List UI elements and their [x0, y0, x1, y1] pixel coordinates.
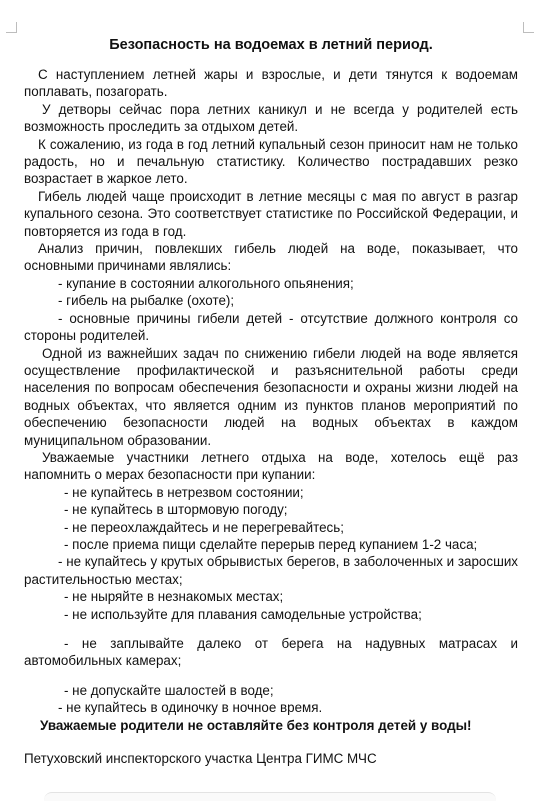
- paragraph-statistics: К сожалению, из года в год летний купальный сезон приносит нам не только радость, но и печальную статистику. Количество пострадавших резко возрастает в жаркое лето.: [24, 136, 518, 187]
- cause-item: - гибель на рыбалке (охоте);: [58, 293, 235, 309]
- rule-item: - не переохлаждайтесь и не перегревайтесь;: [64, 519, 344, 535]
- paragraph-task: Одной из важнейших задач по снижению гибели людей на воде является осуществление профилактической и разъяснительной работы среди населения по вопросам обеспечения безопасности и охраны жизни людей на водных объектах, что является одним из пунктов планов мероприятий по обеспечению безопасности людей на водных объектах в каждом муниципальном образовании.: [24, 345, 518, 448]
- rule-item: - не купайтесь у крутых обрывистых берегов, в заболоченных и заросших растительностью местах;: [24, 554, 518, 587]
- signature: Петуховский инспекторского участка Центра ГИМС МЧС: [24, 751, 377, 767]
- rule-item: - после приема пищи сделайте перерыв перед купанием 1-2 часа;: [64, 536, 478, 552]
- paragraph-reminder: Уважаемые участники летнего отдыха на воде, хотелось ещё раз напомнить о мерах безопасности при купании:: [24, 449, 518, 483]
- page-corner-mark-right: [523, 22, 534, 33]
- cause-item: - основные причины гибели детей - отсутствие должного контроля со стороны родителей.: [24, 310, 518, 344]
- paragraph-intro: С наступлением летней жары и взрослые, и дети тянутся к водоемам поплавать, позагорать.: [24, 67, 518, 100]
- rule-item: - не ныряйте в незнакомых местах;: [64, 589, 284, 605]
- rule-item: - не купайтесь в нетрезвом состоянии;: [64, 484, 304, 500]
- document-page: [24, 36, 518, 767]
- paragraph-analysis: Анализ причин, повлекших гибель людей на воде, показывает, что основными причинами являлись:: [24, 241, 518, 274]
- rule-item: - не допускайте шалостей в воде;: [64, 682, 274, 698]
- document-title: Безопасность на водоемах в летний период.: [109, 37, 433, 53]
- spacer: [24, 670, 518, 682]
- paragraph-children: У детворы сейчас пора летних каникул и не всегда у родителей есть возможность проследить за отдыхом детей.: [24, 101, 518, 135]
- paragraph-season: Гибель людей чаще происходит в летние месяцы с мая по август в разгар купального сезона. Это соответствует статистике по Российской Федерации, и повторяется из года в год.: [24, 188, 518, 239]
- parents-appeal: Уважаемые родители не оставляйте без контроля детей у воды!: [40, 717, 472, 733]
- cause-item: - купание в состоянии алкогольного опьянения;: [58, 275, 354, 291]
- rule-item: - не используйте для плавания самодельные устройства;: [64, 606, 422, 622]
- rule-item: - не заплывайте далеко от берега на надувных матрасах и автомобильных камерах;: [24, 636, 518, 669]
- spacer: [24, 623, 518, 635]
- bottom-toolbar-edge: [44, 792, 496, 801]
- rule-item: - не купайтесь в штормовую погоду;: [64, 502, 288, 518]
- page-corner-mark-left: [6, 22, 17, 33]
- rule-item: - не купайтесь в одиночку в ночное время.: [58, 700, 323, 716]
